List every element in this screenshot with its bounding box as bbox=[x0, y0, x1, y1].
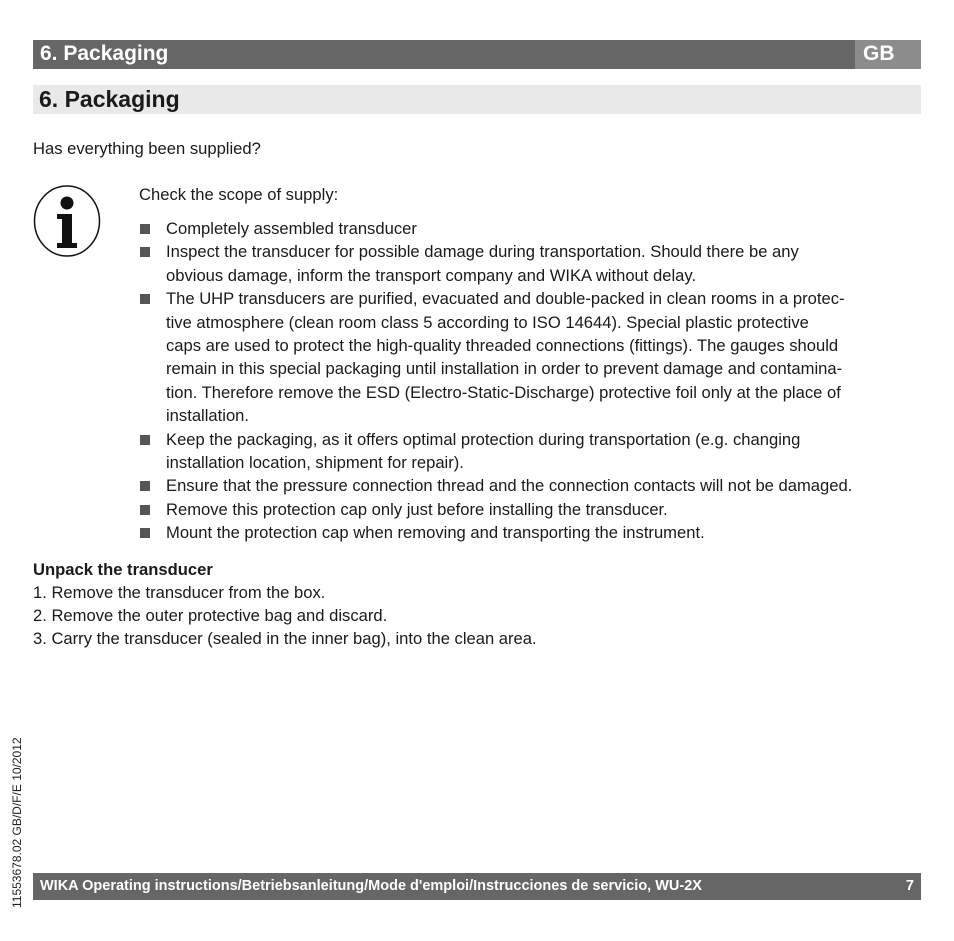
language-label: GB bbox=[863, 42, 895, 65]
bullet-text-line: Mount the protection cap when removing and transporting the instrument. bbox=[166, 523, 705, 543]
bullet-text-line: remain in this special packaging until installation in order to prevent damage and contamina- bbox=[166, 359, 843, 379]
page-header-bar bbox=[33, 40, 921, 69]
bullet-text-line: tive atmosphere (clean room class 5 according to ISO 14644). Special plastic protective bbox=[166, 312, 809, 332]
header-title: 6. Packaging bbox=[40, 42, 169, 65]
bullet-text-line: Remove this protection cap only just before installing the transducer. bbox=[166, 499, 668, 519]
footer-text: WIKA Operating instructions/Betriebsanleitung/Mode d'emploi/Instrucciones de servicio, WU-2X bbox=[40, 878, 702, 894]
square-bullet-icon bbox=[140, 247, 150, 257]
page-footer-bar bbox=[33, 873, 921, 900]
bullet-text-line: installation. bbox=[166, 406, 250, 426]
square-bullet-icon bbox=[140, 435, 150, 445]
bullet-item bbox=[139, 287, 852, 427]
square-bullet-icon bbox=[140, 224, 150, 234]
section-title: 6. Packaging bbox=[39, 86, 180, 112]
supply-checklist bbox=[139, 217, 852, 545]
bullet-item bbox=[139, 474, 852, 497]
info-lead: Check the scope of supply: bbox=[139, 185, 339, 204]
info-icon bbox=[33, 185, 101, 257]
bullet-item bbox=[139, 240, 852, 287]
bullet-text-line: installation location, shipment for repair). bbox=[166, 453, 464, 473]
bullet-text-line: caps are used to protect the high-quality threaded connections (fittings). The gauges should bbox=[166, 336, 839, 356]
document-code: 11553678.02 GB/D/F/E 10/2012 bbox=[10, 737, 24, 908]
bullet-text-line: The UHP transducers are purified, evacuated and double-packed in clean rooms in a protec- bbox=[166, 289, 845, 309]
bullet-text-line: Keep the packaging, as it offers optimal protection during transportation (e.g. changing bbox=[166, 429, 801, 449]
bullet-item bbox=[139, 217, 852, 240]
square-bullet-icon bbox=[140, 505, 150, 515]
unpack-step: 2. Remove the outer protective bag and discard. bbox=[33, 606, 388, 625]
bullet-text-line: obvious damage, inform the transport company and WIKA without delay. bbox=[166, 265, 697, 285]
bullet-item bbox=[139, 521, 852, 544]
section-heading bbox=[33, 85, 921, 114]
bullet-text-line: Inspect the transducer for possible damage during transportation. Should there be any bbox=[166, 242, 799, 262]
page-number: 7 bbox=[905, 878, 914, 894]
bullet-text-line: tion. Therefore remove the ESD (Electro-Static-Discharge) protective foil only at the place of bbox=[166, 382, 841, 402]
square-bullet-icon bbox=[140, 481, 150, 491]
language-tab bbox=[855, 40, 921, 69]
square-bullet-icon bbox=[140, 528, 150, 538]
bullet-item bbox=[139, 498, 852, 521]
bullet-text-line: Ensure that the pressure connection thread and the connection contacts will not be damaged. bbox=[166, 476, 853, 496]
square-bullet-icon bbox=[140, 294, 150, 304]
bullet-item bbox=[139, 428, 852, 475]
intro-text: Has everything been supplied? bbox=[33, 139, 261, 158]
unpack-step: 1. Remove the transducer from the box. bbox=[33, 583, 326, 602]
bullet-text-line: Completely assembled transducer bbox=[166, 219, 417, 238]
unpack-step: 3. Carry the transducer (sealed in the inner bag), into the clean area. bbox=[33, 629, 537, 648]
unpack-heading: Unpack the transducer bbox=[33, 560, 213, 579]
